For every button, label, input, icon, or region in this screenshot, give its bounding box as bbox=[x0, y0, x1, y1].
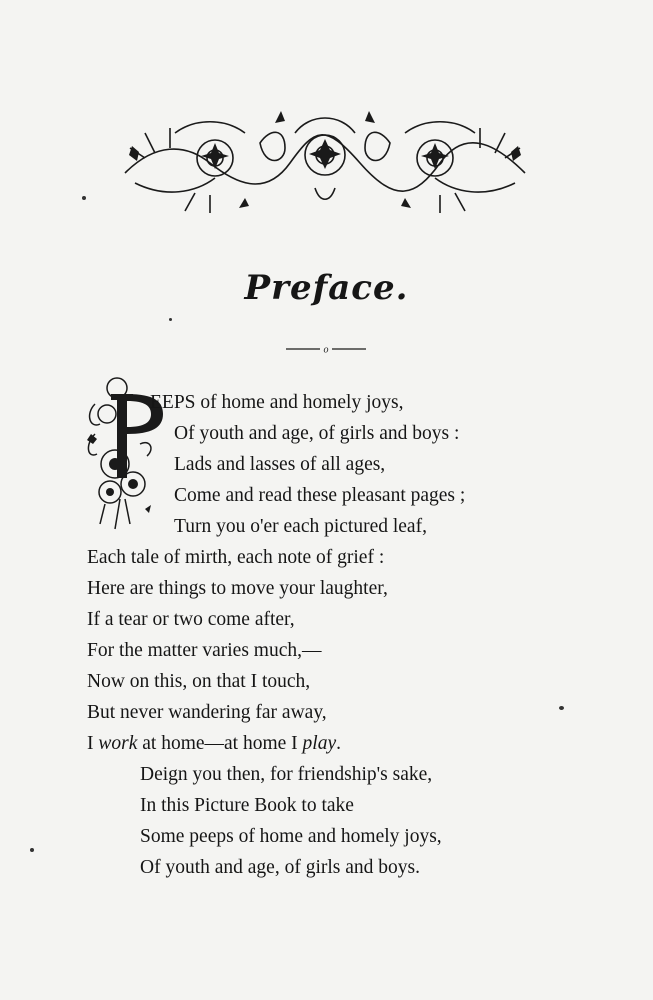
poem-line: Some peeps of home and homely joys, bbox=[140, 826, 442, 847]
title-divider bbox=[286, 343, 366, 355]
ink-speck bbox=[169, 318, 172, 321]
divider-mark: o bbox=[323, 344, 329, 355]
poem-line-part: at home—at home I bbox=[137, 733, 303, 754]
poem-line-part: I bbox=[87, 733, 99, 754]
emphasis-play: play bbox=[302, 733, 337, 754]
poem-line: Come and read these pleasant pages ; bbox=[174, 485, 466, 506]
poem-line: Of youth and age, of girls and boys : bbox=[174, 423, 460, 444]
poem-line: Now on this, on that I touch, bbox=[87, 671, 311, 692]
poem-line: Each tale of mirth, each note of grief : bbox=[87, 547, 385, 568]
poem-line-part: . bbox=[336, 733, 341, 754]
poem-line: Lads and lasses of all ages, bbox=[174, 454, 386, 475]
poem-line: Turn you o'er each pictured leaf, bbox=[174, 516, 427, 537]
poem-line: Of youth and age, of girls and boys. bbox=[140, 857, 420, 878]
poem-line bbox=[87, 734, 341, 754]
poem-line: Deign you then, for friendship's sake, bbox=[140, 764, 433, 785]
floral-ornament-icon bbox=[115, 103, 535, 218]
poem-line: If a tear or two come after, bbox=[87, 609, 295, 630]
poem-line: Here are things to move your laughter, bbox=[87, 578, 388, 599]
poem-line: EEPS of home and homely joys, bbox=[150, 392, 404, 413]
poem-line: But never wandering far away, bbox=[87, 702, 327, 723]
poem-line: In this Picture Book to take bbox=[140, 795, 354, 816]
emphasis-work: work bbox=[98, 733, 138, 754]
page-title: Preface. bbox=[244, 268, 409, 308]
poem-line: For the matter varies much,— bbox=[87, 640, 322, 661]
ink-speck bbox=[30, 848, 34, 852]
ink-speck bbox=[559, 706, 564, 710]
ink-speck bbox=[82, 196, 86, 200]
